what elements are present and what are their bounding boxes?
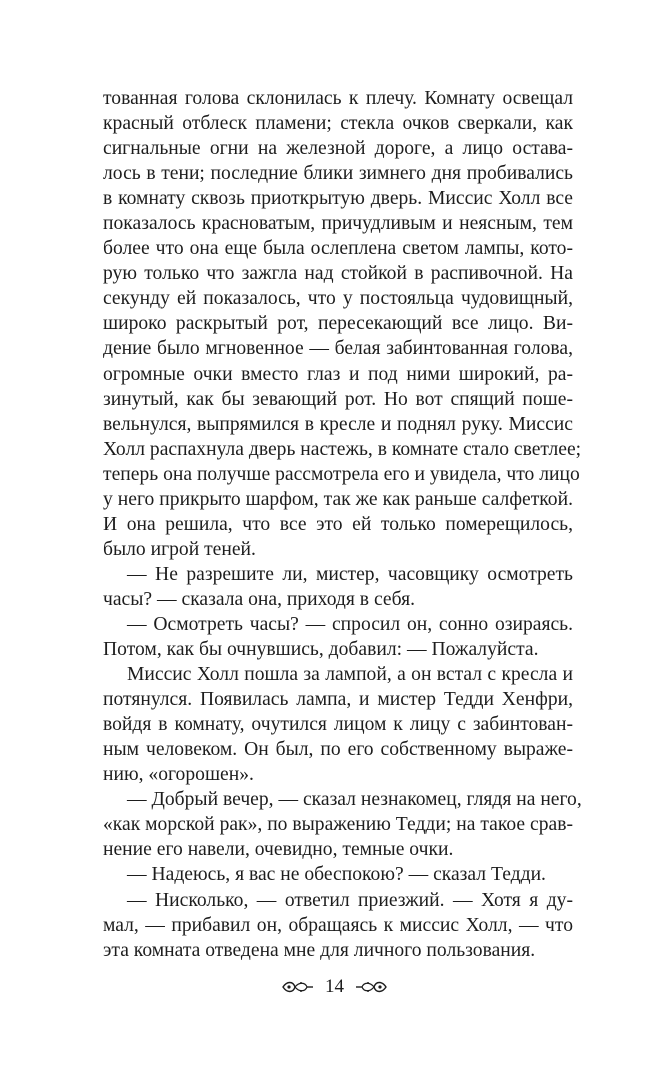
text-line: широко раскрытый рот, пересекающий все лицо. Ви-: [103, 313, 573, 335]
fleuron-left-icon: [281, 979, 315, 995]
text-line: вельнулся, выпрямился в кресле и поднял руку. Миссис: [103, 413, 573, 435]
text-line: «как морской рак», по выражению Тедди; на такое срав-: [103, 814, 573, 836]
page-number: 14: [325, 976, 344, 997]
text-line: более что она еще была ослеплена светом лампы, кото-: [103, 238, 573, 260]
text-line: нение его навели, очевидно, темные очки.: [103, 839, 454, 861]
text-line: секунду ей показалось, что у постояльца чудовищный,: [103, 288, 573, 310]
body-text: [103, 86, 582, 963]
text-line: эта комната отведена мне для личного пользования.: [103, 939, 536, 961]
text-line: дение было мгновенное — белая забинтованная голова,: [103, 338, 573, 360]
text-line: показалось красноватым, причудливым и неясным, тем: [103, 213, 573, 235]
text-line: нию, «огорошен».: [103, 764, 254, 786]
text-line: в комнату сквозь приоткрытую дверь. Миссис Холл все: [103, 188, 573, 210]
text-line: — Нисколько, — ответил приезжий. — Хотя я ду-: [127, 889, 573, 911]
fleuron-right-icon: [354, 979, 388, 995]
text-line: рую только что зажгла над стойкой в распивочной. На: [103, 263, 573, 285]
page-footer: [0, 976, 669, 998]
text-line: красный отблеск пламени; стекла очков сверкали, как: [103, 113, 573, 135]
text-line: сигнальные огни на железной дороге, а лицо остава-: [103, 138, 573, 160]
text-line: было игрой теней.: [103, 538, 256, 560]
text-line: Потом, как бы очнувшись, добавил: — Пожалуйста.: [103, 639, 539, 661]
text-line: ным человеком. Он был, по его собственному выраже-: [103, 739, 573, 761]
text-line: лось в тени; последние блики зимнего дня пробивались: [103, 163, 573, 185]
text-line: теперь она получше рассмотрела его и увидела, что лицо: [103, 463, 580, 485]
text-line: — Надеюсь, я вас не обеспокою? — сказал Тедди.: [127, 864, 546, 886]
text-line: — Добрый вечер, — сказал незнакомец, глядя на него,: [127, 789, 582, 811]
text-line: — Не разрешите ли, мистер, часовщику осмотреть: [127, 563, 573, 585]
text-line: мал, — прибавил он, обращаясь к миссис Холл, — что: [103, 914, 573, 936]
text-line: Миссис Холл пошла за лампой, а он встал с кресла и: [127, 664, 573, 686]
text-line: И она решила, что все это ей только померещилось,: [103, 513, 573, 535]
text-line: у него прикрыто шарфом, так же как раньше салфеткой.: [103, 488, 573, 510]
text-line: войдя в комнату, очутился лицом к лицу с забинтован-: [103, 714, 573, 736]
text-line: тованная голова склонилась к плечу. Комнату освещал: [103, 88, 573, 109]
text-line: огромные очки вместо глаз и под ними широкий, ра-: [103, 363, 573, 385]
text-line: зинутый, как бы зевающий рот. Но вот спящий поше-: [103, 388, 573, 410]
text-line: Холл распахнула дверь настежь, в комнате стало светлее;: [103, 438, 582, 460]
text-line: — Осмотреть часы? — спросил он, сонно озираясь.: [127, 613, 573, 635]
text-line: потянулся. Появилась лампа, и мистер Тедди Хенфри,: [103, 689, 573, 711]
text-line: часы? — сказала она, приходя в себя.: [103, 588, 415, 610]
